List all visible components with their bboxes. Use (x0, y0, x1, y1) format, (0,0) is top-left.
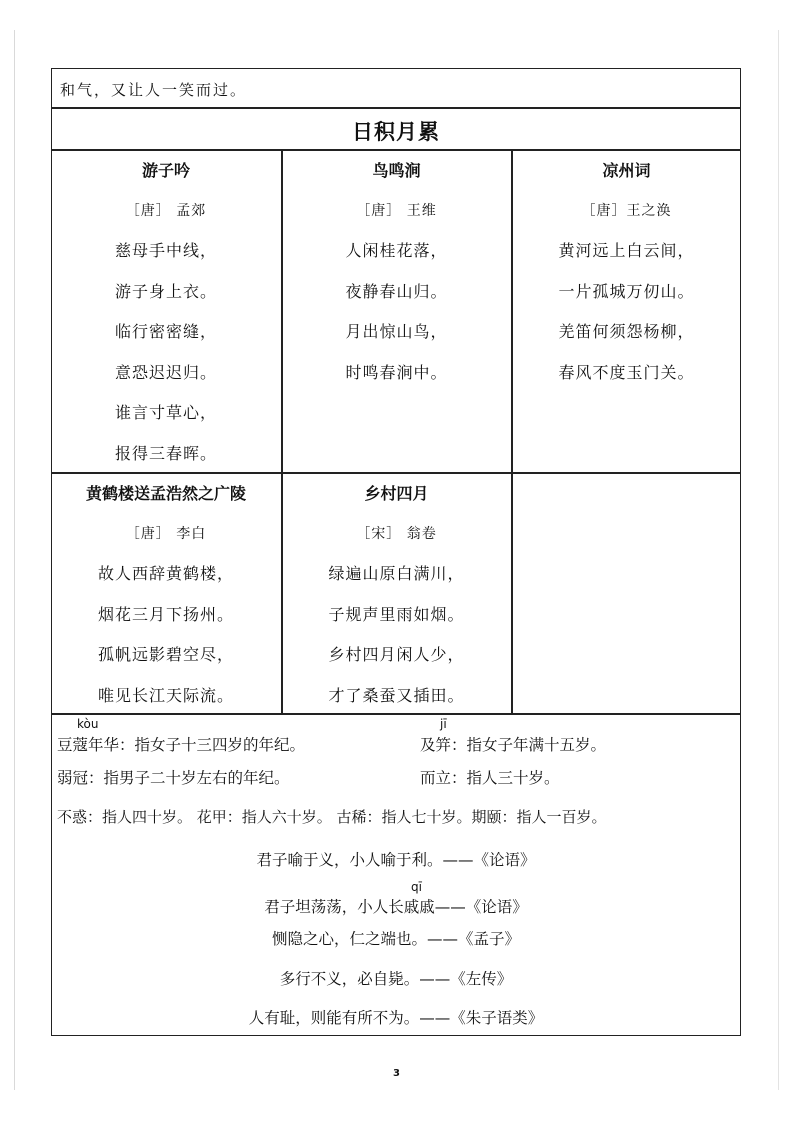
poem-line: 羌笛何须怨杨柳， (558, 322, 695, 341)
quote-lunyu-1: 君子喻于义，小人喻于利。——《论语》 (256, 851, 536, 869)
poem-niaomingjian (282, 151, 511, 393)
quote-lunyu-2: 君子坦荡荡，小人长戚戚——《论语》 (264, 898, 528, 916)
poem-line: 报得三春晖。 (114, 443, 217, 463)
divider-title-top (51, 107, 741, 109)
poem-line: 意恐迟迟归。 (114, 362, 217, 382)
poem-line: 夜静春山归。 (345, 281, 448, 301)
poem-line: 时鸣春涧中。 (345, 362, 448, 382)
poem-line: 故人西辞黄鹤楼， (97, 564, 234, 583)
quote-zuozhuan: 多行不义，必自毙。——《左传》 (279, 970, 513, 988)
poem-line: 才了桑蚕又插田。 (328, 685, 465, 705)
poem-line: 绿遍山原白满川， (328, 564, 465, 583)
poem-author: ［唐］王之涣 (581, 203, 672, 219)
poem-author: ［宋］ 翁卷 (356, 526, 437, 542)
poem-line: 谁言寸草心， (114, 403, 217, 422)
poem-line: 慈母手中线， (114, 241, 217, 260)
pinyin-ji: jī (440, 717, 447, 731)
poem-title: 黄鹤楼送孟浩然之广陵 (85, 484, 246, 503)
poem-line: 一片孤城万仞山。 (558, 281, 695, 301)
poem-title: 游子吟 (141, 161, 190, 180)
note-erli: 而立：指人三十岁。 (420, 769, 560, 787)
quote-mengzi: 恻隐之心，仁之端也。——《孟子》 (271, 930, 520, 948)
poem-liangzhouci (512, 151, 741, 393)
poem-author: ［唐］ 李白 (125, 526, 207, 542)
poem-line: 人闲桂花落， (345, 241, 448, 260)
note-doukou: 豆蔻年华：指女子十三四岁的年纪。 (57, 736, 306, 754)
poem-huanghelou (51, 474, 281, 716)
poem-line: 月出惊山鸟， (345, 322, 448, 341)
poem-title: 凉州词 (602, 161, 651, 180)
pinyin-kou: kòu (77, 717, 99, 731)
poem-line: 春风不度玉门关。 (558, 362, 695, 382)
poem-title: 鸟鸣涧 (372, 161, 421, 180)
poem-line: 乡村四月闲人少， (328, 645, 465, 664)
poem-line: 烟花三月下扬州。 (97, 604, 234, 624)
poem-line: 子规声里雨如烟。 (328, 604, 465, 624)
poem-line: 孤帆远影碧空尽， (97, 645, 234, 664)
page-number: 3 (393, 1068, 400, 1079)
page-edge-right (778, 30, 779, 1090)
poem-youziyin (51, 151, 281, 474)
poem-xiangcunsiyue (282, 474, 511, 716)
poem-line: 唯见长江天际流。 (97, 685, 234, 705)
poem-author: ［唐］ 孟郊 (125, 203, 207, 219)
continuation-text: 和气，又让人一笑而过。 (60, 81, 248, 99)
note-ages: 不惑：指人四十岁。 花甲：指人六十岁。 古稀：指人七十岁。期颐：指人一百岁。 (57, 808, 607, 826)
note-jiji: 及笄：指女子年满十五岁。 (420, 736, 607, 754)
poem-author: ［唐］ 王维 (356, 203, 437, 219)
poem-line: 黄河远上白云间， (558, 241, 695, 260)
poem-line: 游子身上衣。 (114, 281, 217, 301)
section-title: 日积月累 (352, 120, 440, 144)
note-ruoguan: 弱冠：指男子二十岁左右的年纪。 (57, 769, 290, 787)
poem-title: 乡村四月 (364, 484, 429, 503)
page-edge-left (14, 30, 15, 1090)
poem-line: 临行密密缝， (114, 322, 217, 341)
quote-zhuziyulei: 人有耻，则能有所不为。——《朱子语类》 (248, 1009, 544, 1027)
pinyin-qi: qī (411, 880, 422, 894)
